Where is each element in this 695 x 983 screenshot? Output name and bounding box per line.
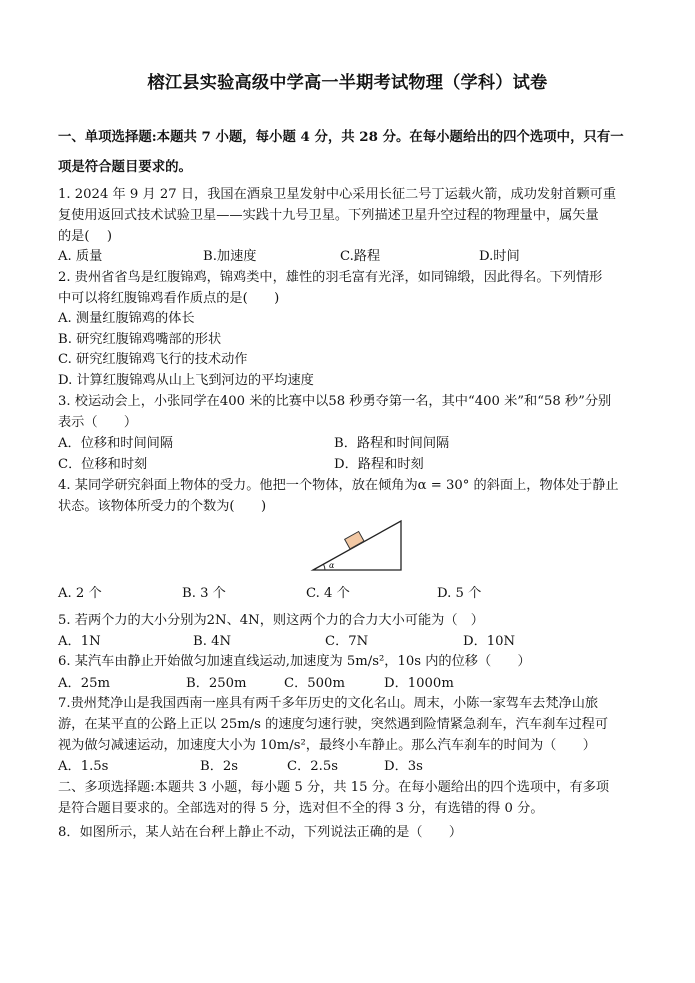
q6-text-line1: 6. 某汽车由静止开始做匀加速直线运动,加速度为 5m/s²，10s 内的位移（ ） bbox=[58, 654, 531, 669]
q1-option-b: B.加速度 bbox=[203, 249, 257, 264]
q4-option-b: B. 3 个 bbox=[182, 586, 226, 601]
q2-text-line1: 2. 贵州省省鸟是红腹锦鸡，锦鸡类中，雄性的羽毛富有光泽，如同锦缎，因此得名。下列情形 bbox=[58, 270, 603, 285]
q3-option-d: D．路程和时刻 bbox=[334, 457, 424, 472]
q6-option-d: D．1000m bbox=[384, 676, 454, 691]
q3-option-c: C．位移和时刻 bbox=[58, 457, 148, 472]
incline-figure bbox=[310, 518, 406, 574]
q1-option-d: D.时间 bbox=[479, 249, 520, 264]
q1-text-line3: 的是( ) bbox=[58, 229, 113, 244]
section2-heading-line2: 是符合题目要求的。全部选对的得 5 分，选对但不全的得 3 分，有选错的得 0 分。 bbox=[58, 801, 544, 816]
q1-text-line2: 复使用返回式技术试验卫星——实践十九号卫星。下列描述卫星升空过程的物理量中，属矢量 bbox=[58, 208, 599, 223]
q7-option-b: B．2s bbox=[200, 759, 239, 774]
section2-heading-line1: 二、多项选择题:本题共 3 小题，每小题 5 分，共 15 分。在每小题给出的四个选项中，有多项 bbox=[58, 780, 610, 795]
q2-option-d: D. 计算红腹锦鸡从山上飞到河边的平均速度 bbox=[58, 373, 314, 388]
q4-text-line2: 状态。该物体所受力的个数为( ) bbox=[58, 499, 267, 514]
q3-text-line1: 3. 校运动会上，小张同学在400 米的比赛中以58 秒勇夺第一名，其中“400 米”和“58 秒”分别 bbox=[58, 394, 612, 409]
q4-text-line1: 4. 某同学研究斜面上物体的受力。他把一个物体，放在倾角为α = 30° 的斜面上，物体处于静止 bbox=[58, 478, 619, 493]
q5-option-d: D．10N bbox=[463, 634, 516, 649]
section1-heading-line2: 项是符合题目要求的。 bbox=[58, 159, 192, 175]
q1-text-line1: 1. 2024 年 9 月 27 日，我国在酒泉卫星发射中心采用长征二号丁运载火箭，成功发射首颗可重 bbox=[58, 187, 617, 202]
exam-title: 榕江县实验高级中学高一半期考试物理（学科）试卷 bbox=[147, 73, 548, 93]
q8-text-line1: 8．如图所示，某人站在台秤上静止不动，下列说法正确的是（ ） bbox=[58, 825, 463, 840]
q4-option-d: D. 5 个 bbox=[437, 586, 482, 601]
q1-option-a: A. 质量 bbox=[58, 249, 103, 264]
angle-arc bbox=[324, 564, 326, 570]
q4-option-c: C. 4 个 bbox=[306, 586, 350, 601]
q5-text-line1: 5. 若两个力的大小分别为2N、4N，则这两个力的合力大小可能为（ ） bbox=[58, 613, 484, 628]
q7-option-a: A．1.5s bbox=[58, 759, 109, 774]
block-on-incline bbox=[345, 531, 364, 548]
q3-option-b: B．路程和时间间隔 bbox=[334, 436, 450, 451]
q5-option-c: C．7N bbox=[325, 634, 369, 649]
q3-option-a: A．位移和时间间隔 bbox=[58, 436, 174, 451]
q6-option-c: C．500m bbox=[284, 676, 345, 691]
q7-text-line3: 视为做匀减速运动，加速度大小为 10m/s²，最终小车静止。那么汽车刹车的时间为（ ） bbox=[58, 738, 596, 753]
q2-option-b: B. 研究红腹锦鸡嘴部的形状 bbox=[58, 332, 222, 347]
q7-text-line1: 7.贵州梵净山是我国西南一座具有两千多年历史的文化名山。周末，小陈一家驾车去梵净山旅 bbox=[58, 696, 599, 711]
q1-option-c: C.路程 bbox=[340, 249, 381, 264]
q4-option-a: A. 2 个 bbox=[58, 586, 102, 601]
q7-option-c: C．2.5s bbox=[287, 759, 339, 774]
q5-option-b: B. 4N bbox=[193, 634, 232, 649]
q7-option-d: D．3s bbox=[384, 759, 423, 774]
q2-option-a: A. 测量红腹锦鸡的体长 bbox=[58, 311, 195, 326]
q6-option-b: B．250m bbox=[186, 676, 247, 691]
q5-option-a: A．1N bbox=[58, 634, 101, 649]
q6-option-a: A．25m bbox=[58, 676, 110, 691]
section1-heading-line1: 一、单项选择题:本题共 7 小题，每小题 4 分，共 28 分。在每小题给出的四个选项中，只有一 bbox=[58, 129, 624, 145]
q2-text-line2: 中可以将红腹锦鸡看作质点的是( ) bbox=[58, 291, 280, 306]
q2-option-c: C. 研究红腹锦鸡飞行的技术动作 bbox=[58, 352, 248, 367]
q3-text-line2: 表示（ ） bbox=[58, 415, 138, 430]
q7-text-line2: 游，在某平直的公路上正以 25m/s 的速度匀速行驶，突然遇到险情紧急刹车，汽车刹车过程可 bbox=[58, 717, 609, 732]
angle-label: α bbox=[329, 561, 335, 570]
